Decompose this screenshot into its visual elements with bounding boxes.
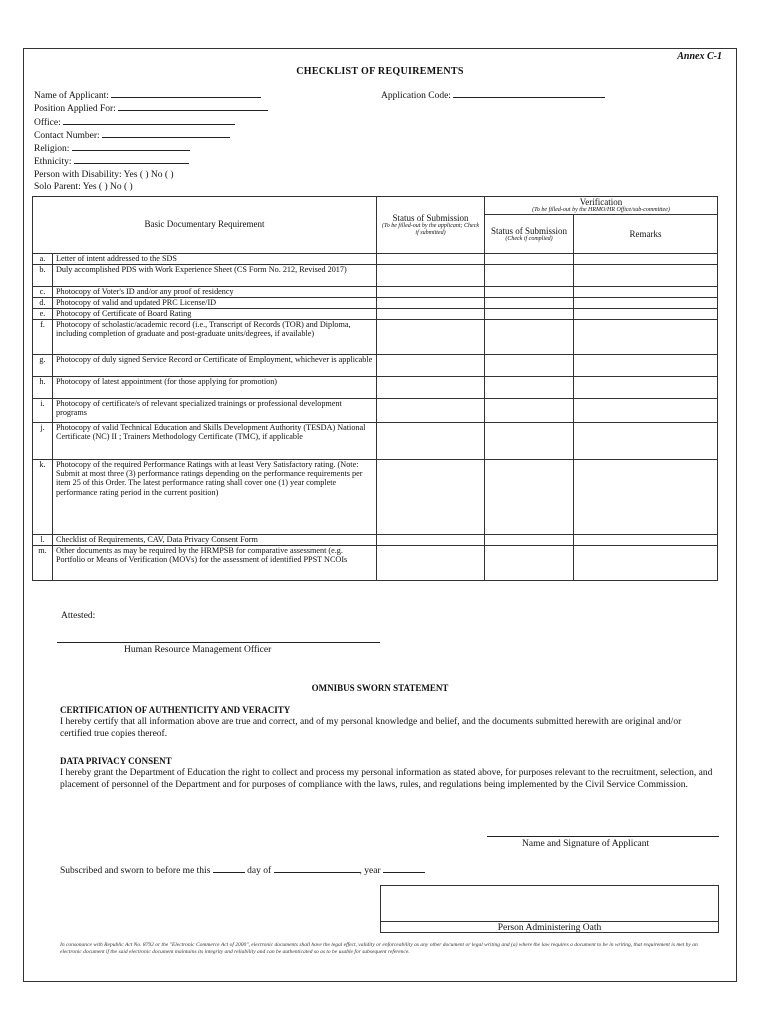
row-verif-status-cell[interactable] (485, 423, 574, 460)
row-letter: i. (33, 399, 53, 423)
hrmo-label: Human Resource Management Officer (124, 645, 272, 655)
row-requirement: Photocopy of valid and updated PRC License/ID (53, 298, 377, 309)
sworn-text-c: , year (359, 866, 381, 876)
row-status-cell[interactable] (377, 535, 485, 546)
table-row (33, 254, 718, 265)
row-verif-status-cell[interactable] (485, 546, 574, 581)
certification-text: I hereby certify that all information above are true and correct, and of my personal knowledge and belief, and the documents submitted herewith are original and/or certified true copies thereof. (60, 717, 682, 739)
row-remarks-cell[interactable] (574, 298, 718, 309)
row-remarks-cell[interactable] (574, 460, 718, 535)
row-requirement: Photocopy of valid Technical Education and Skills Development Authority (TESDA) National Certificate (NC) II ; Trainers Methodology Certificate (TMC), if applicable (53, 423, 377, 460)
row-requirement: Photocopy of the required Performance Ratings with at least Very Satisfactory rating. (Note: Submit at most three (3) performance ratings depending on the performance requirements per item 25 of this Order. The latest performance rating shall cover one (1) year complete performance rating period in the current position) (53, 460, 377, 535)
applicant-signature-label: Name and Signature of Applicant (522, 839, 650, 849)
name-row (34, 89, 268, 102)
table-row (33, 320, 718, 355)
table-row (33, 309, 718, 320)
row-remarks-cell[interactable] (574, 423, 718, 460)
sworn-text-a: Subscribed and sworn to before me this (60, 866, 211, 876)
row-requirement: Photocopy of latest appointment (for those applying for promotion) (53, 377, 377, 399)
row-status-cell[interactable] (377, 355, 485, 377)
row-requirement: Duly accomplished PDS with Work Experience Sheet (CS Form No. 212, Revised 2017) (53, 265, 377, 287)
row-verif-status-cell[interactable] (485, 298, 574, 309)
ethnicity-row (34, 155, 268, 168)
contact-label: Contact Number: (34, 130, 100, 141)
table-row (33, 399, 718, 423)
office-field[interactable] (63, 116, 235, 125)
row-remarks-cell[interactable] (574, 320, 718, 355)
sworn-text-b: day of (247, 866, 272, 876)
application-code (381, 89, 605, 101)
omnibus-heading: OMNIBUS SWORN STATEMENT (311, 683, 449, 693)
row-requirement: Other documents as may be required by the HRMPSB for comparative assessment (e.g. Portfolio or Means of Verification (MOVs) for the assessment of identified PPST NCOIs (53, 546, 377, 581)
header-verif-status: Status of Submission (Check if complied) (485, 215, 574, 254)
row-remarks-cell[interactable] (574, 399, 718, 423)
row-remarks-cell[interactable] (574, 309, 718, 320)
row-status-cell[interactable] (377, 265, 485, 287)
table-row (33, 546, 718, 581)
row-status-cell[interactable] (377, 298, 485, 309)
applicant-signature-line[interactable] (487, 836, 719, 837)
oath-box[interactable] (380, 885, 719, 933)
oath-signature-line (381, 921, 718, 922)
sworn-year-field[interactable] (383, 864, 425, 873)
office-label: Office: (34, 117, 61, 128)
footer-note: In consonance with Republic Act No. 8792 or the "Electronic Commerce Act of 2000", electronic documents shall have the legal effect, validity or enforceability as any other document or legal writing and (a) where the law requires a document to be in writing, that requirement is met by an electronic document if the said electronic document maintains its integrity and reliability and can be authenticated so as to be usable for subsequent reference. (60, 942, 698, 955)
attested-label: Attested: (61, 611, 96, 621)
hrmo-signature-line[interactable] (57, 642, 380, 643)
header-status: Status of Submission (To be filled-out by the applicant; Check if submitted) (377, 197, 485, 254)
ethnicity-label: Ethnicity: (34, 157, 72, 168)
requirements-table (32, 196, 718, 581)
certification-heading: CERTIFICATION OF AUTHENTICITY AND VERACITY (60, 705, 291, 715)
pwd-row[interactable]: Person with Disability: Yes ( ) No ( ) (34, 169, 174, 180)
row-verif-status-cell[interactable] (485, 377, 574, 399)
app-code-label: Application Code: (381, 91, 451, 101)
row-verif-status-cell[interactable] (485, 254, 574, 265)
row-requirement: Photocopy of Voter's ID and/or any proof of residency (53, 287, 377, 298)
ethnicity-field[interactable] (74, 155, 189, 164)
row-verif-status-cell[interactable] (485, 320, 574, 355)
row-letter: d. (33, 298, 53, 309)
row-letter: h. (33, 377, 53, 399)
row-letter: b. (33, 265, 53, 287)
row-letter: a. (33, 254, 53, 265)
row-verif-status-cell[interactable] (485, 309, 574, 320)
row-letter: c. (33, 287, 53, 298)
contact-field[interactable] (102, 129, 230, 138)
position-row (34, 102, 268, 115)
row-status-cell[interactable] (377, 460, 485, 535)
table-row (33, 265, 718, 287)
religion-field[interactable] (72, 142, 190, 151)
row-requirement: Photocopy of duly signed Service Record or Certificate of Employment, whichever is applicable (53, 355, 377, 377)
row-verif-status-cell[interactable] (485, 399, 574, 423)
row-verif-status-cell[interactable] (485, 535, 574, 546)
table-row (33, 535, 718, 546)
table-row (33, 298, 718, 309)
row-verif-status-cell[interactable] (485, 287, 574, 298)
row-remarks-cell[interactable] (574, 546, 718, 581)
row-status-cell[interactable] (377, 320, 485, 355)
row-verif-status-cell[interactable] (485, 460, 574, 535)
row-status-cell[interactable] (377, 287, 485, 298)
row-remarks-cell[interactable] (574, 287, 718, 298)
row-letter: f. (33, 320, 53, 355)
row-remarks-cell[interactable] (574, 265, 718, 287)
app-code-field[interactable] (453, 89, 605, 98)
office-row (34, 116, 268, 129)
row-letter: g. (33, 355, 53, 377)
table-row (33, 287, 718, 298)
contact-row (34, 129, 268, 142)
row-status-cell[interactable] (377, 399, 485, 423)
data-privacy-heading: DATA PRIVACY CONSENT (60, 756, 172, 766)
position-label: Position Applied For: (34, 104, 116, 115)
applicant-fields (34, 89, 268, 193)
row-remarks-cell[interactable] (574, 254, 718, 265)
row-requirement: Letter of intent addressed to the SDS (53, 254, 377, 265)
table-row (33, 423, 718, 460)
sworn-statement (60, 864, 425, 876)
row-letter: l. (33, 535, 53, 546)
row-letter: k. (33, 460, 53, 535)
row-verif-status-cell[interactable] (485, 265, 574, 287)
row-status-cell[interactable] (377, 254, 485, 265)
row-letter: e. (33, 309, 53, 320)
row-status-cell[interactable] (377, 377, 485, 399)
name-field[interactable] (111, 89, 261, 98)
table-row (33, 377, 718, 399)
header-requirement: Basic Documentary Requirement (33, 197, 377, 254)
sworn-month-field[interactable] (274, 864, 360, 873)
row-requirement: Photocopy of certificate/s of relevant specialized trainings or professional development programs (53, 399, 377, 423)
table-row (33, 355, 718, 377)
oath-label: Person Administering Oath (497, 923, 602, 933)
row-status-cell[interactable] (377, 546, 485, 581)
header-remarks: Remarks (574, 215, 718, 254)
row-letter: j. (33, 423, 53, 460)
religion-row (34, 142, 268, 155)
sworn-day-field[interactable] (213, 864, 245, 873)
religion-label: Religion: (34, 144, 70, 155)
row-status-cell[interactable] (377, 423, 485, 460)
form-page (23, 48, 737, 982)
row-remarks-cell[interactable] (574, 355, 718, 377)
row-requirement: Photocopy of scholastic/academic record (i.e., Transcript of Records (TOR) and Diploma, including completion of graduate and post-graduate units/degrees, if available) (53, 320, 377, 355)
data-privacy-text: I hereby grant the Department of Education the right to collect and process my personal information as stated above, for purposes relevant to the recruitment, selection, and placement of personnel of the Department and for purposes of compliance with the laws, rules, and regulations being implemented by the Civil Service Commission. (60, 768, 713, 790)
row-letter: m. (33, 546, 53, 581)
table-row (33, 460, 718, 535)
row-requirement: Photocopy of Certificate of Board Rating (53, 309, 377, 320)
row-verif-status-cell[interactable] (485, 355, 574, 377)
row-remarks-cell[interactable] (574, 377, 718, 399)
header-verification: Verification (To be filled-out by the HRMO/HR Office/sub-committee) (485, 197, 718, 215)
solo-parent-row[interactable]: Solo Parent: Yes ( ) No ( ) (34, 182, 133, 193)
annex-label: Annex C-1 (677, 51, 722, 62)
row-requirement: Checklist of Requirements, CAV, Data Privacy Consent Form (53, 535, 377, 546)
name-label: Name of Applicant: (34, 91, 109, 101)
row-status-cell[interactable] (377, 309, 485, 320)
row-remarks-cell[interactable] (574, 535, 718, 546)
form-title: CHECKLIST OF REQUIREMENTS (296, 66, 464, 77)
position-field[interactable] (118, 102, 268, 111)
